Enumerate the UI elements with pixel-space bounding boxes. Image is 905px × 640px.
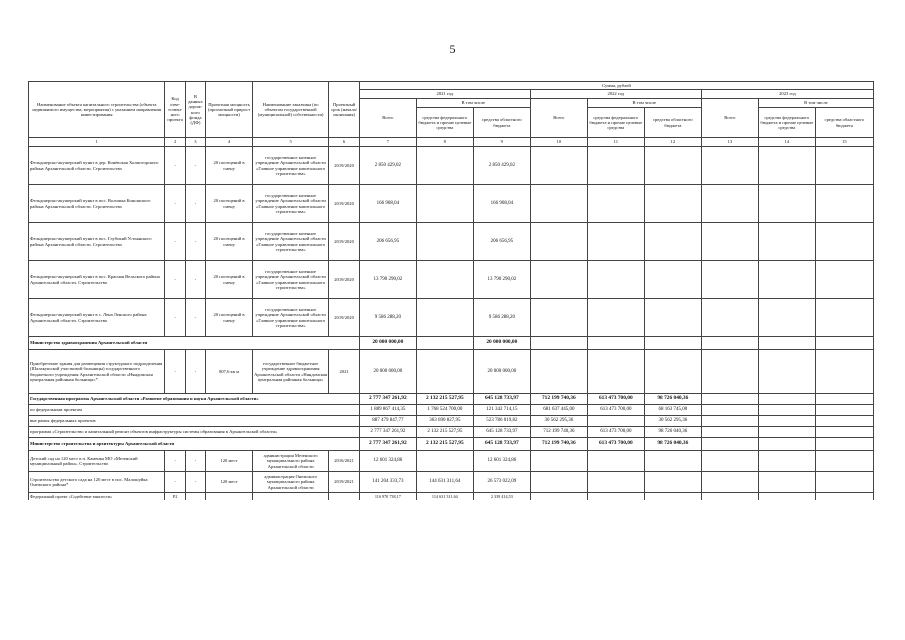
amount-cell: 98 726 040,36 xyxy=(644,438,701,451)
amount-cell xyxy=(758,405,815,416)
header-vsego-2021: Всего xyxy=(359,99,416,138)
group-heading-cell: Министерство строительства и архитектуры Архангельской области xyxy=(29,438,360,451)
table-row xyxy=(29,394,874,405)
table-row xyxy=(29,147,874,185)
amount-cell xyxy=(530,472,587,493)
dannyh-cell: - xyxy=(185,350,205,394)
table-row xyxy=(29,185,874,223)
srok-cell: 2019/2021 xyxy=(329,472,360,493)
group-heading-cell: Министерство здравоохранения Архангельской области xyxy=(29,337,360,350)
amount-cell xyxy=(758,223,815,261)
table-row xyxy=(29,472,874,493)
amount-cell: 12 601 324,86 xyxy=(359,451,416,472)
amount-cell: 2 339 414,53 xyxy=(473,493,530,500)
amount-cell: 645 128 733,97 xyxy=(473,438,530,451)
amount-cell: 2 132 215 527,95 xyxy=(416,394,473,405)
amount-cell xyxy=(701,472,758,493)
header-v-tom-chisle-2022: В том числе xyxy=(587,99,701,108)
header-vsego-2022: Всего xyxy=(530,99,587,138)
amount-cell xyxy=(644,350,701,394)
amount-cell: 121 342 714,15 xyxy=(473,405,530,416)
table-row xyxy=(29,223,874,261)
amount-cell xyxy=(815,472,873,493)
amount-cell: 30 562 295,36 xyxy=(644,416,701,427)
table-row xyxy=(29,299,874,337)
amount-cell: 613 473 700,00 xyxy=(587,438,644,451)
amount-cell: 26 573 022,09 xyxy=(473,472,530,493)
amount-cell: 681 637 445,00 xyxy=(530,405,587,416)
amount-cell xyxy=(701,451,758,472)
column-index-cell: 1 xyxy=(29,138,165,147)
column-index-cell: 7 xyxy=(359,138,416,147)
column-index-cell: 11 xyxy=(587,138,644,147)
object-name-cell: Фельдшерско-акушерский пункт в пос. Глубокий Устьянского района Архангельской области. Строительство xyxy=(29,223,165,261)
dannyh-cell: - xyxy=(185,223,205,261)
amount-cell xyxy=(758,147,815,185)
group-name-cell: вне рамок федеральных проектов xyxy=(29,416,360,427)
amount-cell xyxy=(758,185,815,223)
srok-cell: 2019/2020 xyxy=(329,147,360,185)
table-row xyxy=(29,405,874,416)
amount-cell xyxy=(587,451,644,472)
group-name-cell: по федеральным проектам xyxy=(29,405,360,416)
amount-cell xyxy=(758,472,815,493)
zakazchik-cell xyxy=(252,493,328,500)
amount-cell: 712 199 740,36 xyxy=(530,394,587,405)
object-name-cell: Фельдшерско-акушерский пункт в дер. Конёвская Холмогорского района Архангельской области. Строительство xyxy=(29,147,165,185)
amount-cell xyxy=(416,261,473,299)
amount-cell: 20 000 000,00 xyxy=(359,350,416,394)
column-index-cell: 6 xyxy=(329,138,360,147)
kod-cell: - xyxy=(165,261,185,299)
column-index-cell: 15 xyxy=(815,138,873,147)
dannyh-cell: - xyxy=(185,451,205,472)
amount-cell xyxy=(758,451,815,472)
column-index-cell: 4 xyxy=(206,138,253,147)
moshch-cell: 20 посещений в смену xyxy=(206,223,253,261)
zakazchik-cell: администрация Мезенского муниципального района Архангельской области xyxy=(252,451,328,472)
amount-cell: 363 690 827,95 xyxy=(416,416,473,427)
column-index-cell: 14 xyxy=(758,138,815,147)
moshch-cell: 807,6 кв м xyxy=(206,350,253,394)
zakazchik-cell: государственное казенное учреждение Архангельской области «Главное управление капитального строительства» xyxy=(252,261,328,299)
amount-cell: 116 970 738,17 xyxy=(359,493,416,500)
amount-cell: 13 790 290,02 xyxy=(473,261,530,299)
amount-cell xyxy=(758,350,815,394)
amount-cell xyxy=(530,337,587,350)
amount-cell xyxy=(587,350,644,394)
amount-cell: 2 850 429,02 xyxy=(473,147,530,185)
amount-cell xyxy=(815,438,873,451)
amount-cell: 613 473 700,00 xyxy=(587,405,644,416)
amount-cell xyxy=(815,261,873,299)
kod-cell: - xyxy=(165,223,185,261)
header-srok: Проектный срок (начала/ окончания) xyxy=(329,82,360,138)
zakazchik-cell: государственное бюджетное учреждение здравоохранения Архангельской области «Няндомская центральная районная больница» xyxy=(252,350,328,394)
table-row xyxy=(29,261,874,299)
header-year-2023: 2023 год xyxy=(701,90,873,99)
header-kod: Код отве-тствен-ного проекта xyxy=(165,82,185,138)
column-index-cell: 9 xyxy=(473,138,530,147)
object-name-cell: Фельдшерско-акушерский пункт в пос. Волошка Коношского района Архангельской области. Строительство xyxy=(29,185,165,223)
srok-cell: 2019/2020 xyxy=(329,185,360,223)
moshch-cell: 120 мест xyxy=(206,451,253,472)
zakazchik-cell: государственное казенное учреждение Архангельской области «Главное управление капитального строительства» xyxy=(252,299,328,337)
amount-cell xyxy=(644,472,701,493)
amount-cell xyxy=(587,493,644,500)
amount-cell: 9 586 288,20 xyxy=(359,299,416,337)
amount-cell xyxy=(644,337,701,350)
header-dannyh: В данных дорож-ного фонда (ДФ) xyxy=(185,82,205,138)
dannyh-cell: - xyxy=(185,299,205,337)
amount-cell xyxy=(530,261,587,299)
amount-cell: 98 726 040,36 xyxy=(644,427,701,438)
amount-cell xyxy=(701,223,758,261)
amount-cell xyxy=(758,427,815,438)
amount-cell: 523 786 019,82 xyxy=(473,416,530,427)
amount-cell xyxy=(815,451,873,472)
amount-cell xyxy=(758,261,815,299)
srok-cell: 2019/2020 xyxy=(329,299,360,337)
amount-cell: 114 631 311,64 xyxy=(416,493,473,500)
srok-cell: 2019/2020 xyxy=(329,261,360,299)
amount-cell xyxy=(530,493,587,500)
amount-cell: 13 790 290,02 xyxy=(359,261,416,299)
amount-cell: 613 473 700,00 xyxy=(587,427,644,438)
object-name-cell: Федеральный проект «Содействие занятости» xyxy=(29,493,165,500)
amount-cell xyxy=(701,416,758,427)
kod-cell: - xyxy=(165,350,185,394)
table-row xyxy=(29,427,874,438)
investment-table-wrapper xyxy=(28,81,874,500)
object-name-cell: Приобретение здания для размещения структурного подразделения (Шалакушской участковой больницы) государственного бюджетного учреждения Архангельской области «Няндомская центральная районная больница»* xyxy=(29,350,165,394)
srok-cell: 2019/2020 xyxy=(329,223,360,261)
amount-cell xyxy=(587,185,644,223)
amount-cell: 20 000 000,00 xyxy=(473,337,530,350)
header-obl-2022: средства областного бюджета xyxy=(644,108,701,138)
page-number: 5 xyxy=(449,42,456,56)
amount-cell xyxy=(530,185,587,223)
amount-cell: 613 473 700,00 xyxy=(587,394,644,405)
amount-cell xyxy=(758,394,815,405)
amount-cell xyxy=(587,223,644,261)
table-row xyxy=(29,337,874,350)
amount-cell xyxy=(758,416,815,427)
moshch-cell: 20 посещений в смену xyxy=(206,261,253,299)
moshch-cell: 120 мест xyxy=(206,472,253,493)
amount-cell xyxy=(701,299,758,337)
amount-cell xyxy=(416,337,473,350)
amount-cell: 1 768 524 700,00 xyxy=(416,405,473,416)
table-row xyxy=(29,493,874,500)
amount-cell: 144 631 311,64 xyxy=(416,472,473,493)
amount-cell xyxy=(644,299,701,337)
amount-cell xyxy=(416,147,473,185)
amount-cell xyxy=(530,299,587,337)
amount-cell xyxy=(587,299,644,337)
amount-cell xyxy=(587,261,644,299)
amount-cell xyxy=(815,350,873,394)
header-year-2021: 2021 год xyxy=(359,90,530,99)
amount-cell xyxy=(758,337,815,350)
moshch-cell: 20 посещений в смену xyxy=(206,299,253,337)
table-row xyxy=(29,416,874,427)
amount-cell: 645 128 733,97 xyxy=(473,427,530,438)
amount-cell xyxy=(815,185,873,223)
dannyh-cell: - xyxy=(185,185,205,223)
amount-cell xyxy=(644,185,701,223)
table-row xyxy=(29,350,874,394)
header-zakazchik: Наименование заказчика (по объектам государственной (муниципальной) собственности) xyxy=(252,82,328,138)
amount-cell xyxy=(815,147,873,185)
amount-cell xyxy=(701,394,758,405)
amount-cell xyxy=(701,261,758,299)
amount-cell: 9 586 288,20 xyxy=(473,299,530,337)
amount-cell: 712 199 740,36 xyxy=(530,427,587,438)
amount-cell: 2 777 347 261,92 xyxy=(359,438,416,451)
kod-cell: - xyxy=(165,185,185,223)
amount-cell: 206 656,95 xyxy=(473,223,530,261)
kod-cell: P2 xyxy=(165,493,185,500)
object-name-cell: Фельдшерско-акушерский пункт в пос. Красная Вельского района Архангельской области. Строительство xyxy=(29,261,165,299)
column-index-cell: 2 xyxy=(165,138,185,147)
amount-cell: 206 656,95 xyxy=(359,223,416,261)
kod-cell: - xyxy=(165,147,185,185)
amount-cell: 68 163 745,00 xyxy=(644,405,701,416)
column-index-row xyxy=(29,138,874,147)
moshch-cell: 20 посещений в смену xyxy=(206,147,253,185)
header-fed-2023: средства федерального бюджета и прочие целевые средства xyxy=(758,108,815,138)
column-index-cell: 10 xyxy=(530,138,587,147)
header-summa: Сумма, рублей xyxy=(359,82,873,90)
amount-cell xyxy=(530,223,587,261)
dannyh-cell xyxy=(185,493,205,500)
amount-cell xyxy=(530,350,587,394)
amount-cell xyxy=(701,337,758,350)
amount-cell: 2 850 429,02 xyxy=(359,147,416,185)
amount-cell xyxy=(416,350,473,394)
column-index-cell: 5 xyxy=(252,138,328,147)
zakazchik-cell: государственное казенное учреждение Архангельской области «Главное управление капитального строительства» xyxy=(252,185,328,223)
amount-cell xyxy=(701,147,758,185)
amount-cell xyxy=(815,427,873,438)
amount-cell xyxy=(815,405,873,416)
group-heading-cell: Государственная программа Архангельской области «Развитие образования и науки Архангельской области» xyxy=(29,394,360,405)
amount-cell: 1 889 867 414,35 xyxy=(359,405,416,416)
amount-cell xyxy=(644,147,701,185)
amount-cell xyxy=(587,337,644,350)
amount-cell: 2 132 215 527,95 xyxy=(416,438,473,451)
amount-cell xyxy=(587,147,644,185)
amount-cell: 20 000 000,00 xyxy=(473,350,530,394)
header-name: Наименование объекта капитального строительства (объекта недвижимого имущества, мероприятия) с указанием направления инвестирования xyxy=(29,82,165,138)
amount-cell: 12 601 324,86 xyxy=(473,451,530,472)
amount-cell: 645 128 733,97 xyxy=(473,394,530,405)
amount-cell: 98 726 040,36 xyxy=(644,394,701,405)
dannyh-cell: - xyxy=(185,147,205,185)
object-name-cell: Строительство детского сада на 120 мест в пос. Малошуйка Онежского района* xyxy=(29,472,165,493)
zakazchik-cell: государственное казенное учреждение Архангельской области «Главное управление капитального строительства» xyxy=(252,223,328,261)
dannyh-cell: - xyxy=(185,472,205,493)
moshch-cell xyxy=(206,493,253,500)
table-row xyxy=(29,451,874,472)
amount-cell: 166 908,04 xyxy=(473,185,530,223)
kod-cell: - xyxy=(165,451,185,472)
amount-cell xyxy=(416,299,473,337)
object-name-cell: Детский сад на 120 мест в п. Каменка МО «Мезенский муниципальный район». Строительство xyxy=(29,451,165,472)
header-fed-2021: средства федерального бюджета и прочие целевые средства xyxy=(416,108,473,138)
srok-cell: 2016/2021 xyxy=(329,451,360,472)
amount-cell xyxy=(416,223,473,261)
amount-cell xyxy=(416,451,473,472)
amount-cell xyxy=(644,451,701,472)
amount-cell xyxy=(701,427,758,438)
amount-cell xyxy=(701,493,758,500)
column-index-cell: 3 xyxy=(185,138,205,147)
amount-cell xyxy=(644,493,701,500)
header-v-tom-chisle-2023: В том числе xyxy=(758,99,873,108)
amount-cell xyxy=(644,261,701,299)
amount-cell xyxy=(530,451,587,472)
header-vsego-2023: Всего xyxy=(701,99,758,138)
amount-cell xyxy=(815,493,873,500)
amount-cell xyxy=(701,350,758,394)
amount-cell xyxy=(701,185,758,223)
amount-cell xyxy=(416,185,473,223)
amount-cell: 141 204 333,73 xyxy=(359,472,416,493)
amount-cell xyxy=(530,147,587,185)
header-moshch: Проектная мощность (прогнозный прирост мощности) xyxy=(206,82,253,138)
srok-cell: 2021 xyxy=(329,350,360,394)
srok-cell xyxy=(329,493,360,500)
amount-cell xyxy=(758,493,815,500)
amount-cell: 2 132 215 527,95 xyxy=(416,427,473,438)
amount-cell: 712 199 740,36 xyxy=(530,438,587,451)
amount-cell xyxy=(815,223,873,261)
amount-cell: 30 562 295,36 xyxy=(530,416,587,427)
header-obl-2023: средства областного бюджета xyxy=(815,108,873,138)
header-v-tom-chisle-2021: В том числе xyxy=(416,99,530,108)
header-fed-2022: средства федерального бюджета и прочие целевые средства xyxy=(587,108,644,138)
amount-cell: 166 908,04 xyxy=(359,185,416,223)
amount-cell xyxy=(587,472,644,493)
zakazchik-cell: государственное казенное учреждение Архангельской области «Главное управление капитального строительства» xyxy=(252,147,328,185)
column-index-cell: 12 xyxy=(644,138,701,147)
amount-cell xyxy=(815,416,873,427)
amount-cell xyxy=(701,405,758,416)
table-row xyxy=(29,438,874,451)
amount-cell: 20 000 000,00 xyxy=(359,337,416,350)
amount-cell xyxy=(815,394,873,405)
kod-cell: - xyxy=(165,299,185,337)
amount-cell xyxy=(644,223,701,261)
amount-cell xyxy=(701,438,758,451)
investment-table xyxy=(28,81,874,500)
zakazchik-cell: администрация Онежского муниципального района Архангельской области xyxy=(252,472,328,493)
amount-cell xyxy=(587,416,644,427)
amount-cell xyxy=(815,337,873,350)
amount-cell xyxy=(758,299,815,337)
column-index-cell: 8 xyxy=(416,138,473,147)
amount-cell xyxy=(815,299,873,337)
kod-cell: - xyxy=(165,472,185,493)
object-name-cell: Фельдшерско-акушерский пункт в с. Лена Ленского района Архангельской области. Строительство xyxy=(29,299,165,337)
dannyh-cell: - xyxy=(185,261,205,299)
moshch-cell: 20 посещений в смену xyxy=(206,185,253,223)
amount-cell: 2 777 347 261,92 xyxy=(359,394,416,405)
column-index-cell: 13 xyxy=(701,138,758,147)
amount-cell: 887 479 847,77 xyxy=(359,416,416,427)
header-year-2022: 2022 год xyxy=(530,90,701,99)
group-name-cell: программа «Строительство и капитальный ремонт объектов инфраструктуры системы образования в Архангельской области» xyxy=(29,427,360,438)
amount-cell xyxy=(758,438,815,451)
amount-cell: 2 777 347 261,92 xyxy=(359,427,416,438)
header-obl-2021: средства областного бюджета xyxy=(473,108,530,138)
